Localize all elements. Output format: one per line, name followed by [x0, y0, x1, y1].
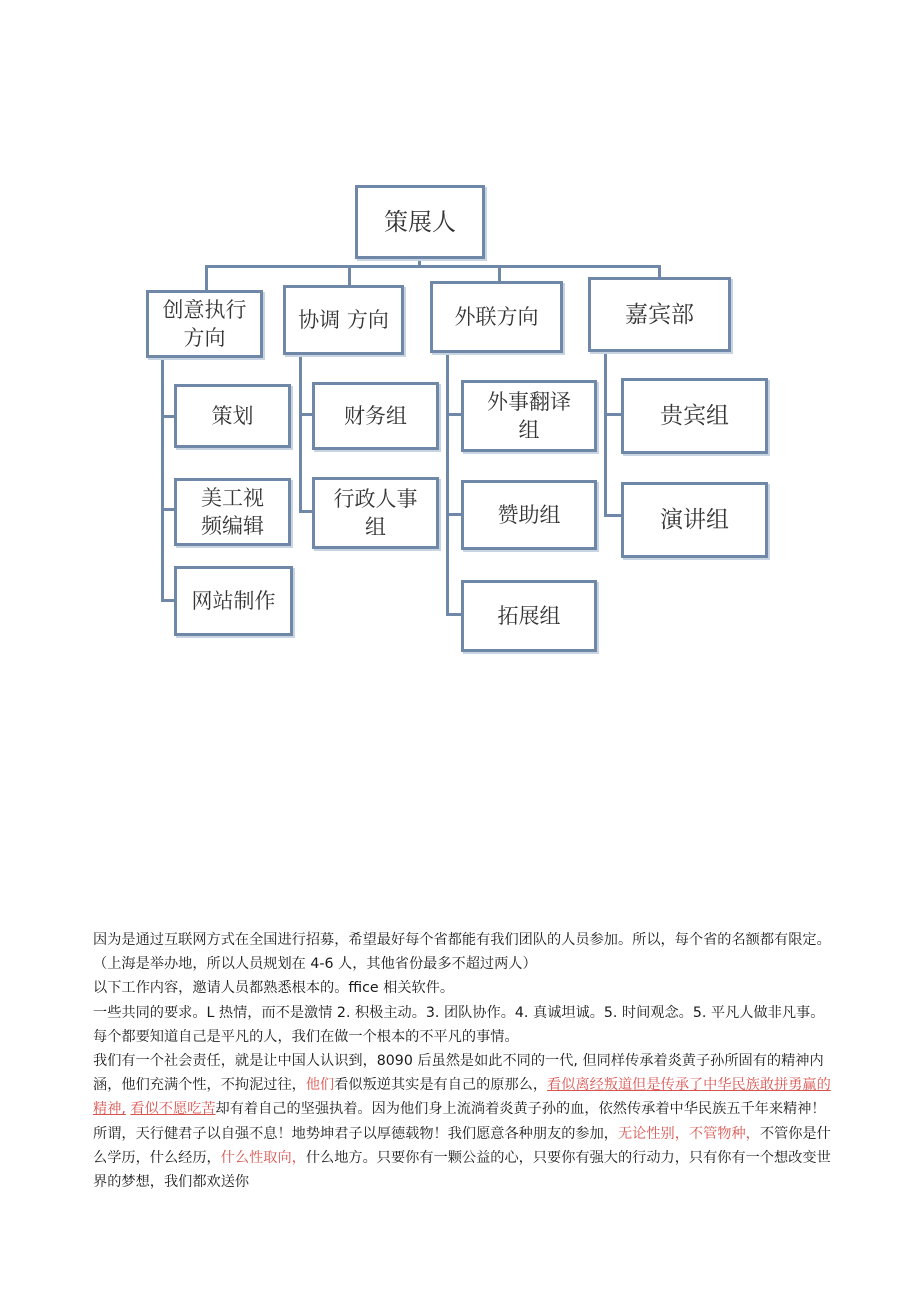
dept-external: 外联方向: [430, 281, 563, 353]
dept2-spine: [299, 354, 302, 512]
dept1-branch: [161, 599, 175, 602]
dept1-spine: [161, 356, 164, 601]
highlight-run: 什么性取向，: [220, 1149, 306, 1166]
dept-connector-3: [498, 265, 501, 281]
text-run: 什么地方。只要你有一颗公益的心，只要你有强大的行动力，只有你有一个想改变世界的梦想，我们都欢送你: [93, 1149, 831, 1191]
text-run: 我们有一个社会责任，就是让中国人认识到，8090 后虽然是如此不同的一代, 但同样传承着炎黄子孙所固有的精神内涵，他们充满个性，不拘泥过往，: [93, 1053, 824, 1094]
group-expansion: 拓展组: [461, 580, 597, 652]
group-admin-hr: 行政人事组: [312, 477, 439, 549]
dept-connector-2: [348, 265, 351, 285]
dept2-branch: [299, 413, 313, 416]
dept-connector-4: [658, 265, 661, 277]
highlight-run: 无论性别，不管物种，: [617, 1125, 760, 1142]
group-speech: 演讲组: [621, 482, 768, 558]
dept-guests: 嘉宾部: [588, 277, 731, 352]
dept3-branch: [446, 513, 462, 516]
dept3-branch: [446, 613, 462, 616]
paragraph-social-responsibility: [93, 1049, 833, 1194]
dept2-branch: [299, 510, 313, 513]
text-run: 看似叛逆其实是有自己的原那么，: [334, 1077, 548, 1094]
paragraph-requirements: 一些共同的要求。L 热情，而不是激情 2. 积极主动。3. 团队协作。4. 真诚坦诚。5. 时间观念。5. 平凡人做非凡事。每个都要知道自己是平凡的人，我们在做一个根本的不平凡的事情。: [93, 1004, 825, 1045]
dept-connector-1: [205, 265, 208, 290]
group-sponsorship: 赞助组: [461, 480, 597, 550]
dept3-spine: [446, 352, 449, 615]
paragraph-office-skills: 以下工作内容，邀请人员都熟悉根本的。ffice 相关软件。: [93, 980, 455, 997]
dept-creative: 创意执行方向: [146, 290, 263, 358]
group-vip: 贵宾组: [621, 378, 768, 454]
dept3-branch: [446, 413, 462, 416]
group-art-video-editing: 美工视频编辑: [174, 478, 291, 546]
body-text: [93, 928, 833, 1194]
dept4-spine: [604, 352, 607, 516]
group-foreign-translation: 外事翻译组: [461, 380, 597, 452]
dept1-branch: [161, 508, 175, 511]
text-run: 却有着自己的坚强执着。因为他们身上流淌着炎黄子孙的血，依然传承着中华民族五千年来精神！所谓，天行健君子以自强不息！地势坤君子以厚德载物！我们愿意各种朋友的参加，: [93, 1101, 826, 1142]
group-finance: 财务组: [312, 382, 439, 450]
paragraph-recruitment: 因为是通过互联网方式在全国进行招募，希望最好每个省都能有我们团队的人员参加。所以，每个省的名额都有限定。（上海是举办地，所以人员规划在 4-6 人，其他省份最多不超过两人）: [93, 932, 831, 973]
underlined-highlight-run: 看似不愿吃苦: [130, 1101, 216, 1118]
dept4-branch: [604, 413, 622, 416]
dept-coordination: 协调 方向: [283, 285, 404, 355]
group-website: 网站制作: [174, 566, 293, 636]
dept4-branch: [604, 514, 622, 517]
root-node: 策展人: [355, 185, 485, 259]
group-planning: 策划: [174, 384, 291, 448]
dept1-branch: [161, 415, 175, 418]
department-bus: [205, 265, 661, 268]
underlined-highlight-run: 看似离经叛道但是传承了中华民族敢拼勇赢的精神,: [93, 1077, 831, 1118]
text-run: 不管你是什么学历，什么经历，: [93, 1125, 831, 1166]
highlight-run: 他们: [305, 1077, 335, 1094]
